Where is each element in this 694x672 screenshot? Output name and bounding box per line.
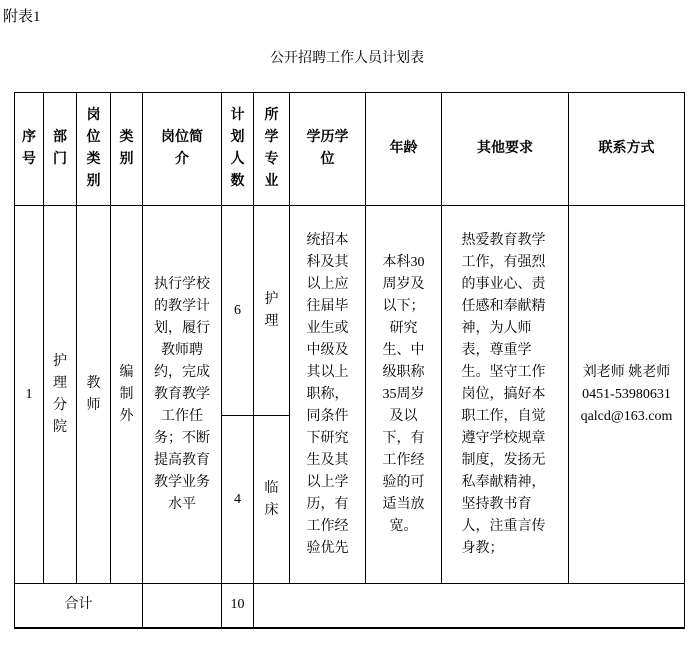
cell-education bbox=[290, 206, 366, 584]
header-seq-label: 序号 bbox=[22, 130, 36, 167]
cell-category bbox=[111, 206, 143, 584]
header-major-label: 所学专业 bbox=[264, 108, 279, 189]
table-header-row bbox=[15, 93, 685, 206]
cell-contact bbox=[569, 206, 685, 584]
cell-job-description bbox=[143, 206, 222, 584]
cell-education-text: 统招本科及其以上应往届毕业生或中级及其以上职称，同条件下研究生及其以上学历，有工作经验优先 bbox=[306, 232, 349, 556]
header-education-label: 学历学位 bbox=[306, 130, 349, 167]
cell-footer-empty-description bbox=[143, 584, 222, 628]
cell-seq: 1 bbox=[15, 206, 44, 584]
header-contact: 联系方式 bbox=[569, 93, 685, 206]
cell-planned-count-nursing: 6 bbox=[222, 206, 254, 416]
cell-category-text: 编制外 bbox=[119, 364, 134, 424]
cell-major-clinical bbox=[254, 416, 290, 584]
cell-age-text: 本科30周岁及以下；研究生、中级职称35周岁及以下，有工作经验的可适当放宽。 bbox=[382, 254, 425, 534]
contact-names: 刘老师 姚老师 bbox=[582, 364, 671, 380]
document-title: 公开招聘工作人员计划表 bbox=[270, 51, 424, 66]
cell-planned-count-clinical: 4 bbox=[222, 416, 254, 584]
header-department bbox=[44, 93, 77, 206]
table-body-row-top bbox=[15, 206, 685, 416]
cell-major-nursing-text: 护理 bbox=[264, 291, 279, 329]
header-job-description-label: 岗位简介 bbox=[161, 130, 203, 167]
contact-email: qalcd@163.com bbox=[580, 408, 673, 424]
cell-major-nursing bbox=[254, 206, 290, 416]
header-planned-count-label: 计划人数 bbox=[230, 108, 245, 189]
cell-other-requirements bbox=[442, 206, 569, 584]
contact-phone: 0451-53980631 bbox=[582, 386, 671, 402]
header-other-requirements: 其他要求 bbox=[442, 93, 569, 206]
cell-total-count: 10 bbox=[222, 584, 254, 628]
recruitment-plan-table bbox=[14, 92, 685, 629]
cell-department bbox=[44, 206, 77, 584]
header-age: 年龄 bbox=[366, 93, 442, 206]
header-category-label: 类别 bbox=[119, 130, 134, 167]
header-position-category bbox=[77, 93, 111, 206]
cell-age bbox=[366, 206, 442, 584]
cell-position-category bbox=[77, 206, 111, 584]
table-footer-row bbox=[15, 584, 685, 628]
annex-label: 附表1 bbox=[3, 9, 41, 25]
header-education bbox=[290, 93, 366, 206]
header-department-label: 部门 bbox=[53, 130, 67, 167]
header-position-category-label: 岗位类别 bbox=[86, 108, 101, 189]
header-major bbox=[254, 93, 290, 206]
cell-department-text: 护理分院 bbox=[53, 353, 67, 435]
cell-other-requirements-text: 热爱教育教学工作，有强烈的事业心、责任感和奉献精神，为人师表，尊重学生。坚守工作岗位，搞好本职工作，自觉遵守学校规章制度，发扬无私奉献精神，坚持教书育人，注重言传身教； bbox=[461, 232, 546, 556]
header-seq bbox=[15, 93, 44, 206]
header-category bbox=[111, 93, 143, 206]
cell-major-clinical-text: 临床 bbox=[264, 480, 279, 518]
cell-job-description-text: 执行学校的教学计划，履行教师聘约，完成教育教学工作任务；不断提高教育教学业务水平 bbox=[154, 276, 210, 512]
cell-position-category-text: 教师 bbox=[86, 375, 101, 413]
cell-footer-empty-right bbox=[254, 584, 685, 628]
header-planned-count bbox=[222, 93, 254, 206]
header-job-description bbox=[143, 93, 222, 206]
cell-total-label: 合计 bbox=[15, 584, 143, 628]
